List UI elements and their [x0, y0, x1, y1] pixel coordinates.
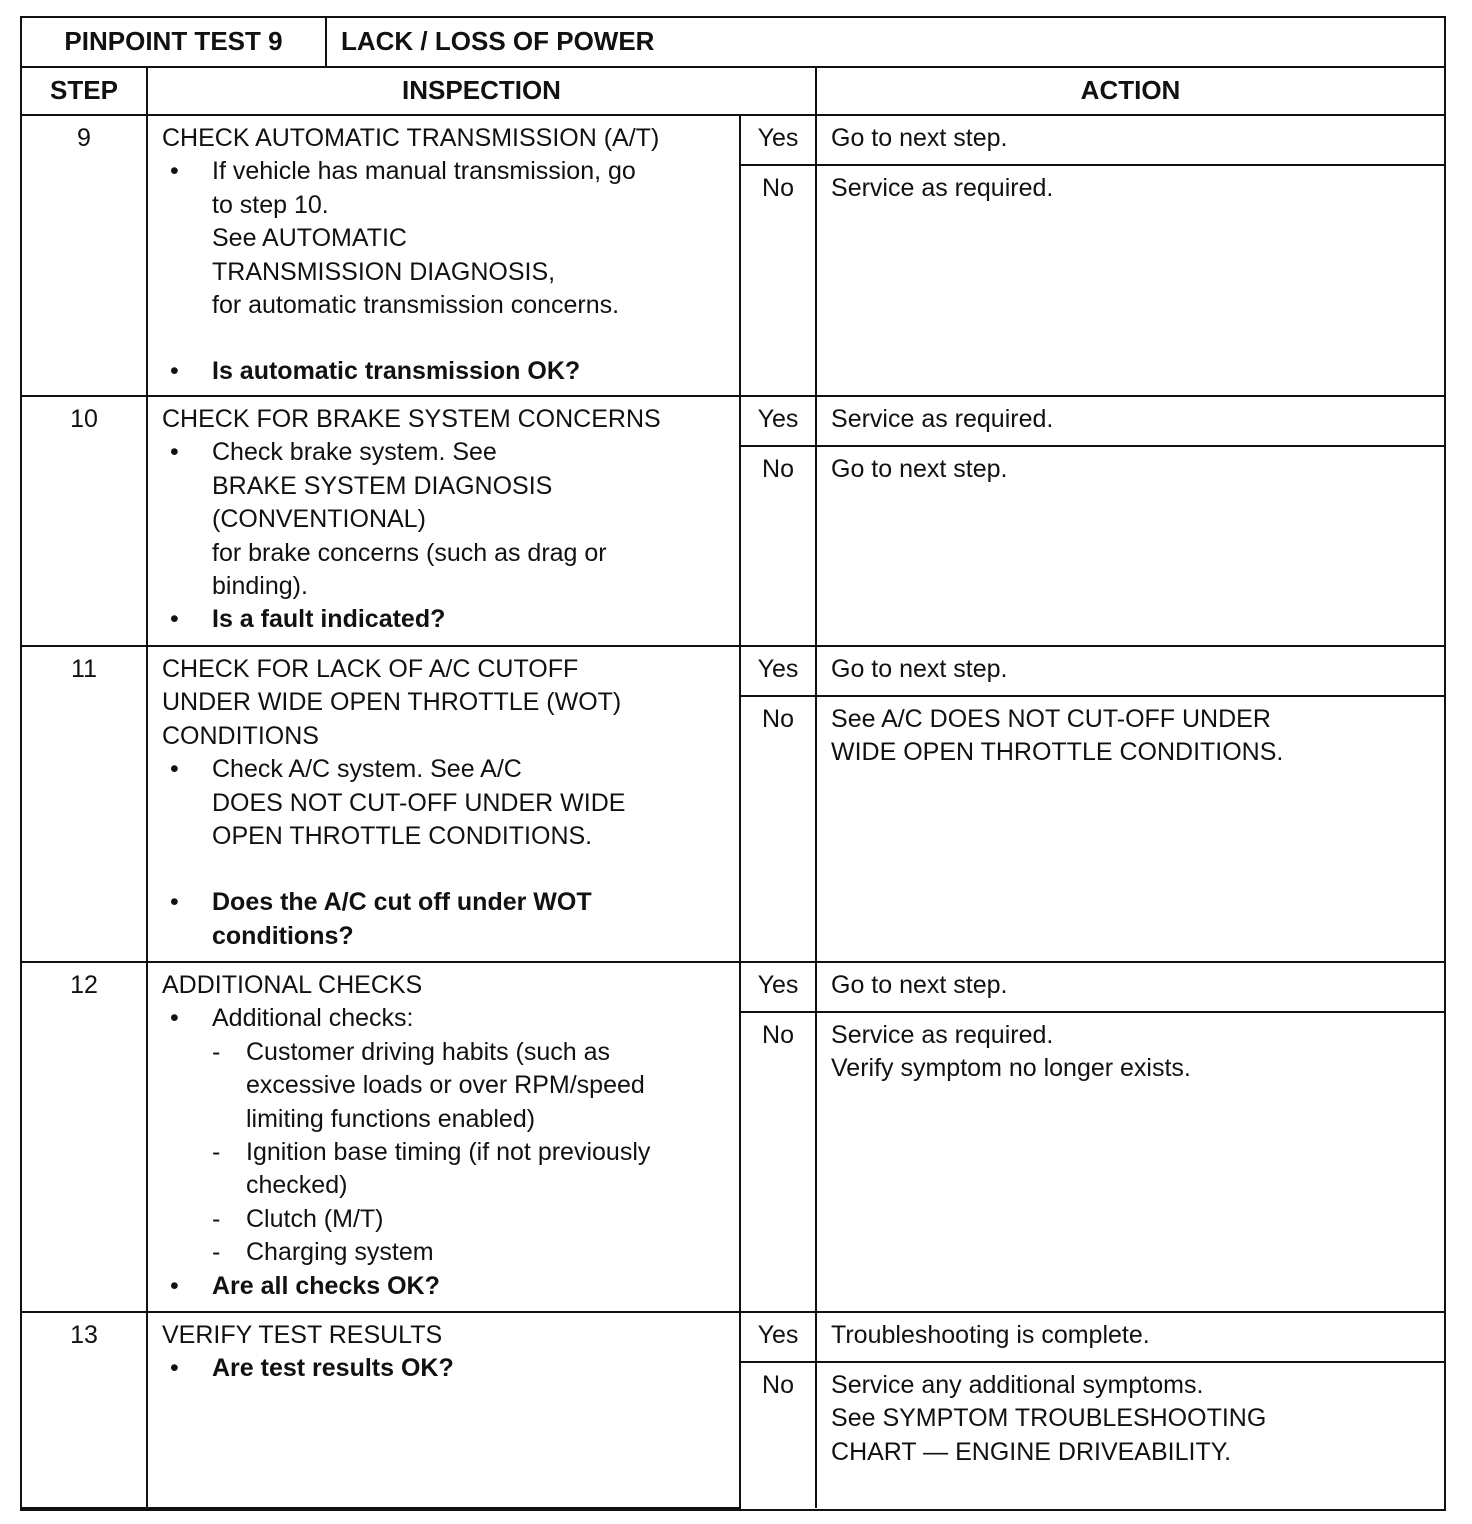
step-number: 9: [22, 115, 147, 396]
sub-item: [162, 1136, 729, 1203]
column-header-row: [22, 68, 1444, 115]
question-text: Are test results OK?: [212, 1354, 454, 1383]
column-header-step: STEP: [22, 68, 147, 115]
dash-icon: -: [212, 1037, 221, 1066]
question-text: Is a fault indicated?: [212, 605, 446, 634]
inspection-bullet: [162, 1002, 729, 1035]
inspection-question: [162, 886, 729, 953]
bullet-icon: •: [170, 755, 179, 784]
test-title: LACK / LOSS OF POWER: [341, 26, 655, 56]
question-text: Does the A/C cut off under WOT conditions?: [212, 888, 592, 950]
bullet-icon: •: [170, 357, 179, 386]
pinpoint-table: [22, 68, 1444, 1509]
no-action: Go to next step.: [816, 446, 1444, 646]
sub-item-text: Clutch (M/T): [246, 1204, 384, 1233]
bullet-icon: •: [170, 157, 179, 186]
yes-label: Yes: [740, 646, 816, 696]
bullet-icon: •: [170, 605, 179, 634]
step-title: CHECK AUTOMATIC TRANSMISSION (A/T): [162, 124, 660, 152]
yes-action: Troubleshooting is complete.: [816, 1312, 1444, 1362]
step-number: 11: [22, 646, 147, 962]
no-label: No: [740, 1362, 816, 1508]
bullet-text: Check A/C system. See A/C DOES NOT CUT-OFF UNDER WIDE OPEN THROTTLE CONDITIONS.: [212, 755, 626, 851]
sub-item-text: Ignition base timing (if not previously checked): [246, 1138, 651, 1200]
pinpoint-test-document: [20, 16, 1446, 1511]
inspection-bullet: [162, 753, 729, 853]
yes-label: Yes: [740, 396, 816, 446]
spacer: [162, 853, 729, 886]
no-action: See A/C DOES NOT CUT-OFF UNDER WIDE OPEN THROTTLE CONDITIONS.: [816, 696, 1444, 962]
step-title: VERIFY TEST RESULTS: [162, 1321, 443, 1349]
no-label: No: [740, 696, 816, 962]
sub-item-text: Customer driving habits (such as excessive loads or over RPM/speed limiting functions enabled): [246, 1037, 645, 1133]
inspection-bullet: [162, 436, 729, 603]
step-title: CHECK FOR BRAKE SYSTEM CONCERNS: [162, 405, 661, 433]
step-number: 10: [22, 396, 147, 646]
step-inspection: [147, 646, 740, 962]
title-bar: [22, 18, 1444, 68]
test-number: PINPOINT TEST 9: [22, 18, 327, 66]
step-inspection: [147, 1312, 740, 1508]
dash-icon: -: [212, 1204, 221, 1233]
step-11-yes-row: [22, 646, 1444, 696]
step-number: 13: [22, 1312, 147, 1508]
bullet-text: Check brake system. See BRAKE SYSTEM DIAGNOSIS (CONVENTIONAL) for brake concerns (such as drag or binding).: [212, 438, 607, 601]
bullet-icon: •: [170, 1354, 179, 1383]
spacer: [162, 322, 729, 355]
dash-icon: -: [212, 1138, 221, 1167]
sub-item-text: Charging system: [246, 1238, 434, 1267]
step-inspection: [147, 962, 740, 1312]
inspection-question: [162, 1352, 729, 1385]
step-12-yes-row: [22, 962, 1444, 1012]
bullet-icon: •: [170, 438, 179, 467]
no-label: No: [740, 165, 816, 396]
bullet-text: Additional checks:: [212, 1004, 414, 1033]
step-10-yes-row: [22, 396, 1444, 446]
column-header-inspection: INSPECTION: [147, 68, 816, 115]
no-label: No: [740, 1012, 816, 1312]
yes-label: Yes: [740, 962, 816, 1012]
no-action: Service as required.: [816, 165, 1444, 396]
inspection-question: [162, 1270, 729, 1303]
bullet-icon: •: [170, 1004, 179, 1033]
yes-action: Go to next step.: [816, 962, 1444, 1012]
step-13-yes-row: [22, 1312, 1444, 1362]
no-action: Service any additional symptoms. See SYMPTOM TROUBLESHOOTING CHART — ENGINE DRIVEABILITY.: [816, 1362, 1444, 1508]
yes-action: Service as required.: [816, 396, 1444, 446]
step-title: ADDITIONAL CHECKS: [162, 971, 423, 999]
inspection-question: [162, 355, 729, 388]
no-label: No: [740, 446, 816, 646]
yes-label: Yes: [740, 115, 816, 165]
step-9-yes-row: [22, 115, 1444, 165]
yes-action: Go to next step.: [816, 646, 1444, 696]
sub-item: [162, 1203, 729, 1236]
question-text: Is automatic transmission OK?: [212, 357, 581, 386]
sub-item: [162, 1236, 729, 1269]
step-number: 12: [22, 962, 147, 1312]
inspection-question: [162, 603, 729, 636]
step-title: CHECK FOR LACK OF A/C CUTOFF UNDER WIDE OPEN THROTTLE (WOT) CONDITIONS: [162, 655, 622, 750]
dash-icon: -: [212, 1238, 221, 1267]
sub-item: [162, 1036, 729, 1136]
bullet-text: If vehicle has manual transmission, go to step 10. See AUTOMATIC TRANSMISSION DIAGNOSIS, for automatic transmission concerns.: [212, 157, 636, 320]
yes-action: Go to next step.: [816, 115, 1444, 165]
yes-label: Yes: [740, 1312, 816, 1362]
question-text: Are all checks OK?: [212, 1271, 440, 1300]
bullet-icon: •: [170, 1271, 179, 1300]
inspection-bullet: [162, 155, 729, 322]
bullet-icon: •: [170, 888, 179, 917]
step-inspection: [147, 396, 740, 646]
column-header-action: ACTION: [816, 68, 1444, 115]
step-inspection: [147, 115, 740, 396]
no-action: Service as required. Verify symptom no longer exists.: [816, 1012, 1444, 1312]
